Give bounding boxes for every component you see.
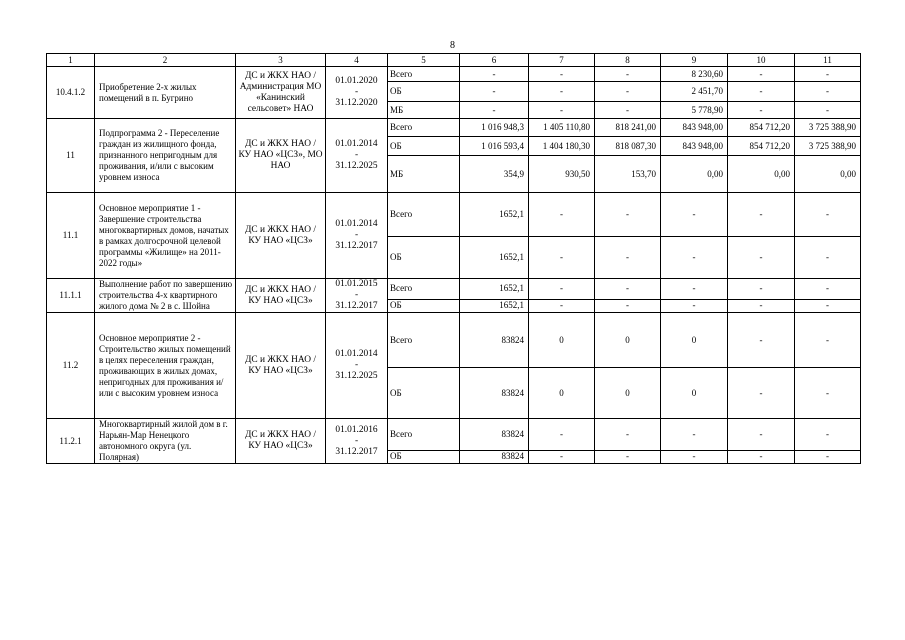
funding-source: ОБ bbox=[388, 368, 460, 419]
period-start: 01.01.2015 bbox=[335, 279, 378, 289]
amount-cell: 0,00 bbox=[661, 156, 728, 193]
header-cell: 9 bbox=[661, 54, 728, 67]
row-executor: ДС и ЖКХ НАО / КУ НАО «ЦСЗ» bbox=[236, 279, 326, 313]
amount-cell: - bbox=[728, 299, 795, 312]
amount-cell: - bbox=[529, 82, 595, 102]
row-name: Приобретение 2-х жилых помещений в п. Бугрино bbox=[95, 67, 236, 119]
amount-cell: - bbox=[661, 237, 728, 279]
funding-source: МБ bbox=[388, 156, 460, 193]
period-sep: - bbox=[354, 360, 359, 370]
amount-cell: 0,00 bbox=[728, 156, 795, 193]
funding-source: ОБ bbox=[388, 450, 460, 463]
header-cell: 7 bbox=[529, 54, 595, 67]
amount-cell: 1652,1 bbox=[460, 237, 529, 279]
header-row bbox=[47, 54, 861, 67]
amount-cell: - bbox=[795, 450, 861, 463]
amount-cell: - bbox=[595, 82, 661, 102]
period-start: 01.01.2020 bbox=[335, 76, 378, 86]
period-start: 01.01.2014 bbox=[335, 219, 378, 229]
amount-cell: - bbox=[595, 193, 661, 237]
amount-cell: 153,70 bbox=[595, 156, 661, 193]
amount-cell: 930,50 bbox=[529, 156, 595, 193]
funding-source: Всего bbox=[388, 279, 460, 300]
amount-cell: - bbox=[728, 237, 795, 279]
amount-cell: - bbox=[661, 279, 728, 300]
header-cell: 6 bbox=[460, 54, 529, 67]
funding-source: ОБ bbox=[388, 137, 460, 156]
amount-cell: 0 bbox=[529, 313, 595, 368]
amount-cell: 1652,1 bbox=[460, 193, 529, 237]
period-sep: - bbox=[354, 230, 359, 240]
amount-cell: 1 405 110,80 bbox=[529, 119, 595, 137]
amount-cell: - bbox=[529, 279, 595, 300]
header-cell: 4 bbox=[326, 54, 388, 67]
header-cell: 11 bbox=[795, 54, 861, 67]
amount-cell: - bbox=[661, 299, 728, 312]
row-executor: ДС и ЖКХ НАО / КУ НАО «ЦСЗ» bbox=[236, 313, 326, 419]
amount-cell: 0 bbox=[529, 368, 595, 419]
amount-cell: 354,9 bbox=[460, 156, 529, 193]
amount-cell: 854 712,20 bbox=[728, 119, 795, 137]
amount-cell: - bbox=[529, 299, 595, 312]
amount-cell: 0 bbox=[595, 313, 661, 368]
amount-cell: - bbox=[795, 237, 861, 279]
amount-cell: - bbox=[795, 102, 861, 119]
funding-source: Всего bbox=[388, 313, 460, 368]
amount-cell: - bbox=[795, 193, 861, 237]
row-executor: ДС и ЖКХ НАО / КУ НАО «ЦСЗ», МО НАО bbox=[236, 119, 326, 193]
row-period bbox=[326, 193, 388, 279]
amount-cell: 854 712,20 bbox=[728, 137, 795, 156]
amount-cell: - bbox=[529, 67, 595, 82]
amount-cell: 1 016 948,3 bbox=[460, 119, 529, 137]
funding-source: Всего bbox=[388, 119, 460, 137]
amount-cell: - bbox=[795, 82, 861, 102]
amount-cell: - bbox=[529, 193, 595, 237]
amount-cell: - bbox=[529, 419, 595, 451]
row-id: 11.1 bbox=[47, 193, 95, 279]
header-cell: 2 bbox=[95, 54, 236, 67]
header-cell: 5 bbox=[388, 54, 460, 67]
header-cell: 1 bbox=[47, 54, 95, 67]
amount-cell: - bbox=[595, 102, 661, 119]
amount-cell: - bbox=[595, 279, 661, 300]
row-name: Основное мероприятие 1 - Завершение строительства многоквартирных домов, начатых в рамках долгосрочной целевой программы «Жилище» на 2011-2022 годы» bbox=[95, 193, 236, 279]
row-period bbox=[326, 313, 388, 419]
amount-cell: - bbox=[728, 102, 795, 119]
amount-cell: - bbox=[795, 67, 861, 82]
amount-cell: - bbox=[795, 313, 861, 368]
amount-cell: - bbox=[529, 450, 595, 463]
row-period bbox=[326, 419, 388, 464]
amount-cell: - bbox=[728, 368, 795, 419]
amount-cell: 3 725 388,90 bbox=[795, 137, 861, 156]
row-name: Выполнение работ по завершению строительства 4-х квартирного жилого дома № 2 в с. Шойна bbox=[95, 279, 236, 313]
amount-cell: 0 bbox=[661, 368, 728, 419]
row-name: Подпрограмма 2 - Переселение граждан из жилищного фонда, признанного непригодным для проживания, и/или с высоким уровнем износа bbox=[95, 119, 236, 193]
period-end: 31.12.2025 bbox=[335, 161, 378, 171]
header-cell: 8 bbox=[595, 54, 661, 67]
amount-cell: - bbox=[728, 313, 795, 368]
amount-cell: - bbox=[529, 102, 595, 119]
row-id: 11 bbox=[47, 119, 95, 193]
amount-cell: - bbox=[661, 419, 728, 451]
header-cell: 3 bbox=[236, 54, 326, 67]
amount-cell: - bbox=[728, 419, 795, 451]
period-end: 31.12.2017 bbox=[335, 241, 378, 251]
amount-cell: - bbox=[595, 237, 661, 279]
amount-cell: 0,00 bbox=[795, 156, 861, 193]
amount-cell: - bbox=[661, 193, 728, 237]
funding-source: ОБ bbox=[388, 237, 460, 279]
amount-cell: 843 948,00 bbox=[661, 137, 728, 156]
funding-source: Всего bbox=[388, 67, 460, 82]
period-start: 01.01.2014 bbox=[335, 139, 378, 149]
table-row bbox=[47, 313, 861, 368]
period-sep: - bbox=[354, 150, 359, 160]
table-row bbox=[47, 193, 861, 237]
amount-cell: 83824 bbox=[460, 313, 529, 368]
period-end: 31.12.2017 bbox=[335, 301, 378, 311]
funding-source: ОБ bbox=[388, 82, 460, 102]
row-executor: ДС и ЖКХ НАО / КУ НАО «ЦСЗ» bbox=[236, 419, 326, 464]
amount-cell: 818 241,00 bbox=[595, 119, 661, 137]
row-period bbox=[326, 67, 388, 119]
amount-cell: 1 404 180,30 bbox=[529, 137, 595, 156]
amount-cell: - bbox=[460, 102, 529, 119]
amount-cell: - bbox=[661, 450, 728, 463]
amount-cell: - bbox=[795, 299, 861, 312]
row-period bbox=[326, 279, 388, 313]
row-name: Многоквартирный жилой дом в г. Нарьян-Мар Ненецкого автономного округа (ул. Полярная) bbox=[95, 419, 236, 464]
amount-cell: - bbox=[795, 368, 861, 419]
period-end: 31.12.2025 bbox=[335, 371, 378, 381]
amount-cell: - bbox=[728, 67, 795, 82]
amount-cell: - bbox=[795, 279, 861, 300]
period-sep: - bbox=[354, 290, 359, 300]
row-id: 11.1.1 bbox=[47, 279, 95, 313]
funding-source: Всего bbox=[388, 419, 460, 451]
amount-cell: 83824 bbox=[460, 368, 529, 419]
amount-cell: - bbox=[529, 237, 595, 279]
period-end: 31.12.2020 bbox=[335, 98, 378, 108]
row-executor: ДС и ЖКХ НАО / КУ НАО «ЦСЗ» bbox=[236, 193, 326, 279]
amount-cell: 843 948,00 bbox=[661, 119, 728, 137]
funding-source: ОБ bbox=[388, 299, 460, 312]
program-table bbox=[46, 53, 861, 464]
row-id: 10.4.1.2 bbox=[47, 67, 95, 119]
amount-cell: 0 bbox=[595, 368, 661, 419]
table-row bbox=[47, 119, 861, 137]
page-number: 8 bbox=[450, 40, 455, 51]
period-sep: - bbox=[354, 87, 359, 97]
funding-source: МБ bbox=[388, 102, 460, 119]
amount-cell: - bbox=[595, 299, 661, 312]
amount-cell: 818 087,30 bbox=[595, 137, 661, 156]
amount-cell: - bbox=[460, 67, 529, 82]
amount-cell: 2 451,70 bbox=[661, 82, 728, 102]
amount-cell: 83824 bbox=[460, 419, 529, 451]
period-start: 01.01.2016 bbox=[335, 424, 378, 435]
amount-cell: - bbox=[728, 279, 795, 300]
amount-cell: 5 778,90 bbox=[661, 102, 728, 119]
amount-cell: - bbox=[595, 419, 661, 451]
row-name: Основное мероприятие 2 - Строительство жилых помещений в целях переселения граждан, проживающих в жилых домах, непригодных для проживания и/или с высоким уровнем износа bbox=[95, 313, 236, 419]
table-row bbox=[47, 419, 861, 451]
table-row bbox=[47, 67, 861, 82]
funding-source: Всего bbox=[388, 193, 460, 237]
amount-cell: 1652,1 bbox=[460, 299, 529, 312]
period-sep: - bbox=[354, 435, 359, 446]
table-row bbox=[47, 279, 861, 300]
row-id: 11.2.1 bbox=[47, 419, 95, 464]
amount-cell: 83824 bbox=[460, 450, 529, 463]
amount-cell: - bbox=[795, 419, 861, 451]
amount-cell: 8 230,60 bbox=[661, 67, 728, 82]
period-end: 31.12.2017 bbox=[335, 446, 378, 457]
amount-cell: - bbox=[595, 450, 661, 463]
amount-cell: 0 bbox=[661, 313, 728, 368]
amount-cell: - bbox=[728, 193, 795, 237]
row-period bbox=[326, 119, 388, 193]
amount-cell: - bbox=[595, 67, 661, 82]
amount-cell: - bbox=[460, 82, 529, 102]
amount-cell: 1 016 593,4 bbox=[460, 137, 529, 156]
header-cell: 10 bbox=[728, 54, 795, 67]
amount-cell: 1652,1 bbox=[460, 279, 529, 300]
amount-cell: - bbox=[728, 450, 795, 463]
row-id: 11.2 bbox=[47, 313, 95, 419]
amount-cell: - bbox=[728, 82, 795, 102]
row-executor: ДС и ЖКХ НАО / Администрация МО «Канинский сельсовет» НАО bbox=[236, 67, 326, 119]
period-start: 01.01.2014 bbox=[335, 349, 378, 359]
amount-cell: 3 725 388,90 bbox=[795, 119, 861, 137]
